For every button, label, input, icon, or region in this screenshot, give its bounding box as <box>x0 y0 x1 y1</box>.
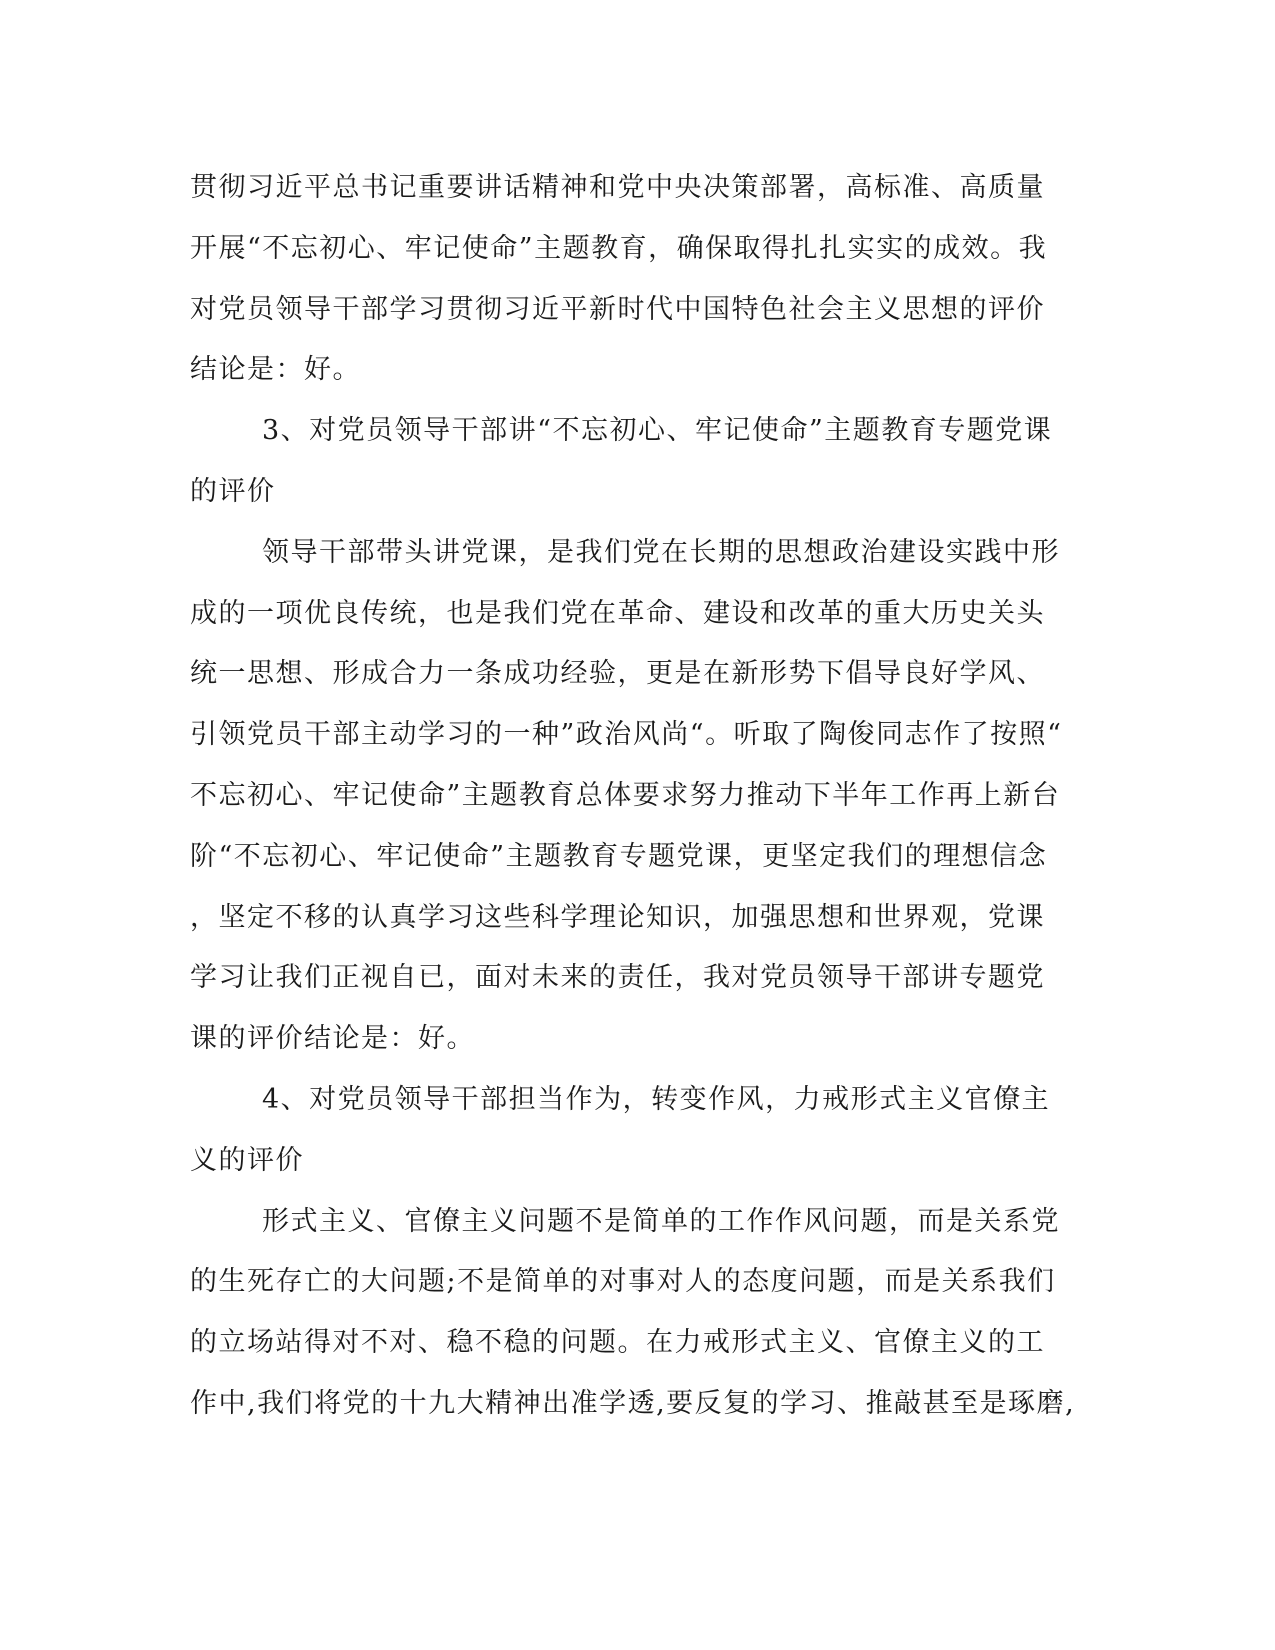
text-line: 开展“不忘初心、牢记使命”主题教育，确保取得扎扎实实的成效。我 <box>190 232 1048 264</box>
text-line: 的生死存亡的大问题;不是简单的对事对人的态度问题，而是关系我们 <box>190 1266 1056 1298</box>
text-line: 不忘初心、牢记使命”主题教育总体要求努力推动下半年工作再上新台 <box>190 779 1061 811</box>
text-line: 的评价 <box>190 475 276 507</box>
text-line: 引领党员干部主动学习的一种”政治风尚“。听取了陶俊同志作了按照“ <box>190 719 1063 751</box>
text-line: 学习让我们正视自已，面对未来的责任，我对党员领导干部讲专题党 <box>190 962 1045 994</box>
text-line: 3、对党员领导干部讲“不忘初心、牢记使命”主题教育专题党课 <box>262 415 1053 447</box>
text-line: ，坚定不移的认真学习这些科学理论知识，加强思想和世界观，党课 <box>190 901 1045 933</box>
text-line: 课的评价结论是：好。 <box>190 1023 475 1055</box>
text-line: 领导干部带头讲党课，是我们党在长期的思想政治建设实践中形 <box>262 536 1060 568</box>
text-line: 结论是：好。 <box>190 354 361 386</box>
text-line: 4、对党员领导干部担当作为，转变作风，力戒形式主义官僚主 <box>262 1083 1051 1115</box>
text-line: 的立场站得对不对、稳不稳的问题。在力戒形式主义、官僚主义的工 <box>190 1327 1045 1359</box>
text-line: 义的评价 <box>190 1144 304 1176</box>
document-body <box>190 158 1090 1435</box>
text-line: 形式主义、官僚主义问题不是简单的工作作风问题，而是关系党 <box>262 1205 1060 1237</box>
text-line: 成的一项优良传统，也是我们党在革命、建设和改革的重大历史关头 <box>190 597 1045 629</box>
text-line: 贯彻习近平总书记重要讲话精神和党中央决策部署，高标准、高质量 <box>190 172 1045 203</box>
text-line: 作中,我们将党的十九大精神出准学透,要反复的学习、推敲甚至是琢磨, <box>190 1387 1076 1419</box>
text-line: 对党员领导干部学习贯彻习近平新时代中国特色社会主义思想的评价 <box>190 293 1045 325</box>
text-line: 阶“不忘初心、牢记使命”主题教育专题党课，更坚定我们的理想信念 <box>190 840 1048 872</box>
text-line: 统一思想、形成合力一条成功经验，更是在新形势下倡导良好学风、 <box>190 658 1045 690</box>
